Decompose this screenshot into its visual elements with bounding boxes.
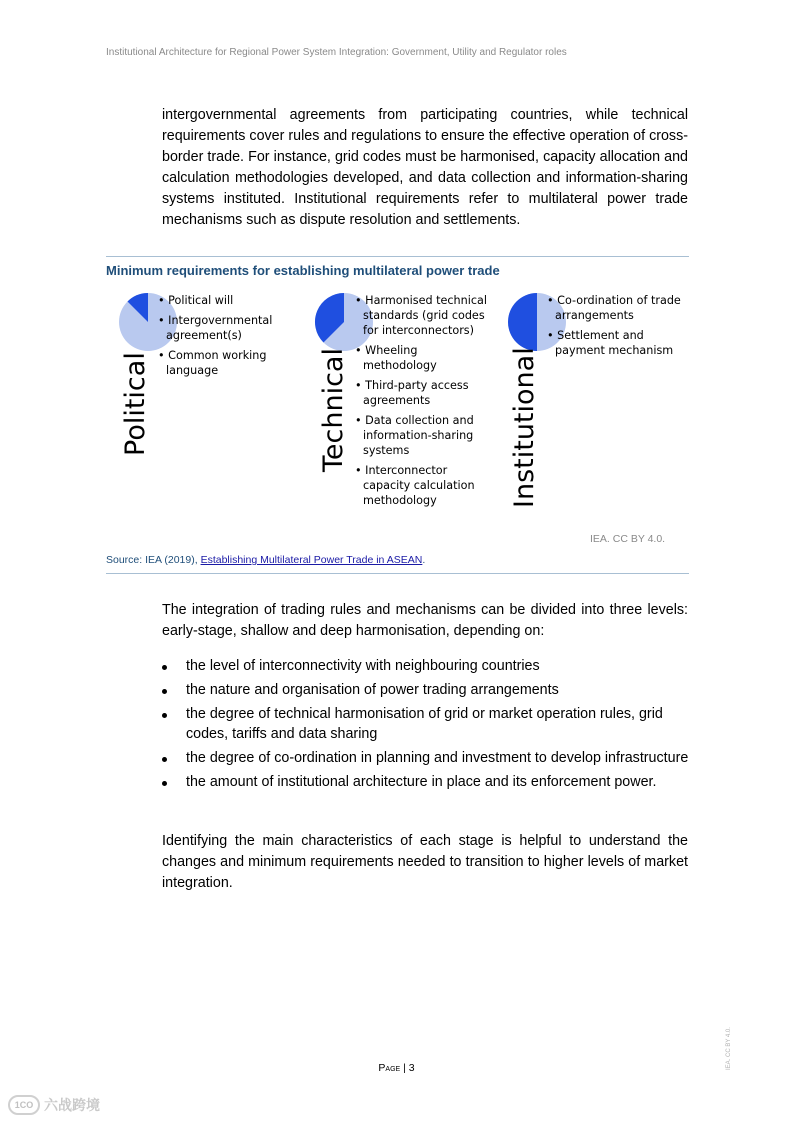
list-item: • Third-party access agreements: [355, 378, 469, 407]
pie-slice: [508, 293, 537, 351]
watermark-logo-icon: 1CO: [8, 1095, 40, 1115]
bullet-icon: [162, 781, 167, 786]
list-item: the level of interconnectivity with neighbouring countries: [162, 656, 690, 676]
figure-source: Source: IEA (2019), Establishing Multilateral Power Trade in ASEAN.: [106, 554, 426, 566]
running-header: Institutional Architecture for Regional Power System Integration: Government, Utility and Regulator roles: [106, 47, 567, 58]
body-paragraph-levels: The integration of trading rules and mechanisms can be divided into three levels: early-stage, shallow and deep harmonisation, depending on:: [162, 602, 688, 639]
institutional-requirements-list: [547, 294, 697, 364]
technical-requirements-list: [355, 294, 491, 514]
list-item: • Wheeling methodology: [355, 343, 437, 372]
side-license: IEA. CC BY 4.0.: [726, 1027, 732, 1070]
list-item: the nature and organisation of power trading arrangements: [162, 680, 690, 700]
list-item: • Political will: [158, 294, 234, 307]
body-paragraph-conclusion: Identifying the main characteristics of each stage is helpful to understand the changes and minimum requirements needed to transition to higher levels of market integration.: [162, 833, 688, 891]
list-item: • Common working language: [158, 349, 267, 378]
watermark-text: 六战跨境: [44, 1097, 100, 1113]
figure-column-institutional: [505, 290, 695, 515]
political-requirements-list: [158, 294, 308, 384]
column-label-technical: Technical: [318, 348, 349, 472]
list-item: • Co-ordination of trade arrangements: [547, 294, 681, 322]
list-item: the amount of institutional architecture in place and its enforcement power.: [162, 772, 690, 792]
list-item: the degree of technical harmonisation of grid or market operation rules, grid codes, tariffs and data sharing: [162, 704, 690, 744]
body-paragraph-intro: intergovernmental agreements from participating countries, while technical requirements cover rules and regulations to ensure the effective operation of cross-border trade. For instance, grid codes must be harmonised, capacity allocation and calculation methodologies developed, and data collection and information-sharing systems instituted. Institutional requirements refer to multilateral power trade mechanisms such as dispute resolution and settlements.: [162, 107, 688, 228]
bullet-icon: [162, 757, 167, 762]
figure-top-rule: [106, 256, 689, 257]
list-item: • Intergovernmental agreement(s): [158, 314, 273, 343]
figure-license: IEA. CC BY 4.0.: [590, 533, 666, 545]
list-item: • Settlement and payment mechanism: [547, 329, 674, 357]
figure-column-political: [116, 290, 306, 470]
column-label-political: Political: [120, 352, 151, 456]
list-item: • Data collection and information-sharing systems: [355, 414, 474, 457]
bullet-icon: [162, 689, 167, 694]
page-footer: Page | 3: [378, 1062, 415, 1074]
column-label-institutional: Institutional: [509, 347, 540, 508]
figure-bottom-rule: [106, 573, 689, 574]
list-item: the degree of co-ordination in planning and investment to develop infrastructure: [162, 748, 690, 768]
figure-column-technical: [312, 290, 502, 507]
list-item: • Harmonised technical standards (grid codes for interconnectors): [355, 294, 487, 337]
bullet-icon: [162, 713, 167, 718]
figure-title: Minimum requirements for establishing multilateral power trade: [106, 263, 500, 278]
harmonisation-criteria-list: [162, 656, 690, 796]
bullet-icon: [162, 665, 167, 670]
page-label: Page: [378, 1062, 401, 1074]
page-number: 3: [408, 1062, 415, 1074]
watermark: [8, 1095, 100, 1115]
list-item: • Interconnector capacity calculation methodology: [355, 463, 475, 507]
figure-source-link[interactable]: Establishing Multilateral Power Trade in ASEAN: [200, 554, 423, 566]
